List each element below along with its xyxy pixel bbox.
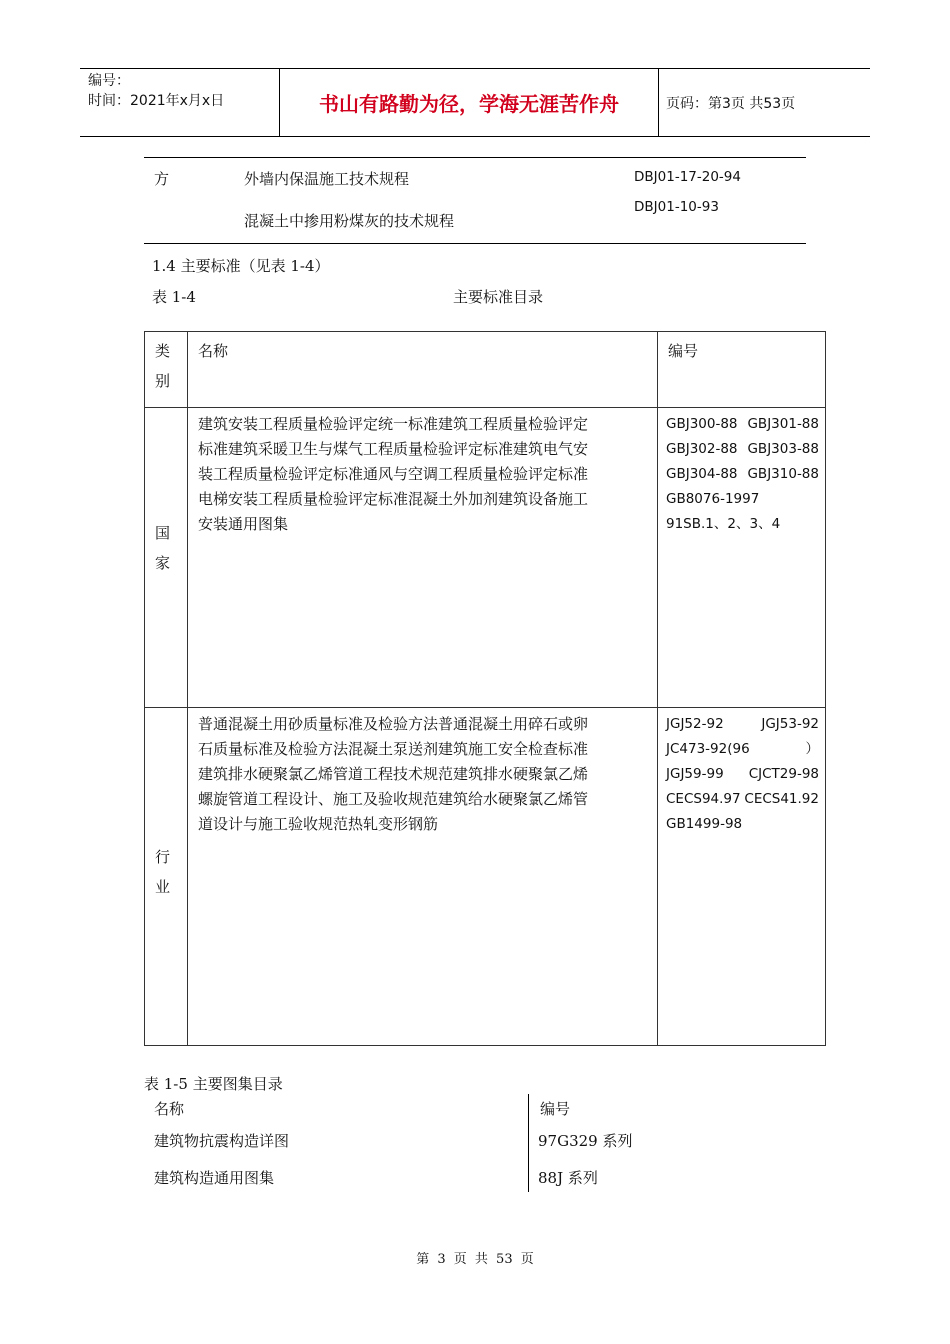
national-code-cell xyxy=(658,408,826,708)
industry-code: CECS41.92 xyxy=(744,791,819,807)
header-name-cell xyxy=(188,332,658,408)
national-category-line1: 国 xyxy=(155,523,171,542)
industry-name-cell xyxy=(188,708,658,1046)
top-row-1-name: 外墙内保温施工技术规程 xyxy=(244,170,410,188)
table-label: 表 1-4 xyxy=(152,288,196,306)
table-row-national xyxy=(145,408,826,708)
page-footer: 第 3 页 共 53 页 xyxy=(416,1252,534,1267)
industry-code: JGJ53-92 xyxy=(761,716,819,732)
top-category: 方 xyxy=(154,170,170,188)
national-category-line2: 家 xyxy=(155,553,171,572)
industry-name-line: 建筑排水硬聚氯乙烯管道工程技术规范建筑排水硬聚氯乙烯 xyxy=(198,765,589,783)
national-name-line: 标准建筑采暖卫生与煤气工程质量检验评定标准建筑电气安 xyxy=(198,440,589,458)
table-1-5-header-code: 编号 xyxy=(540,1100,571,1118)
industry-code: JC473-92(96 xyxy=(666,741,750,757)
table-title: 主要标准目录 xyxy=(453,288,544,306)
time-label: 时间：2021年x月x日 xyxy=(88,93,225,109)
top-row-2-code: DBJ01-10-93 xyxy=(634,199,719,215)
national-category-cell xyxy=(145,408,188,708)
header-category-line1: 类 xyxy=(155,342,171,360)
table-1-5-row-2-code: 88J 系列 xyxy=(538,1169,598,1187)
national-name-line: 安装通用图集 xyxy=(198,515,289,533)
industry-code: GB1499-98 xyxy=(666,816,743,832)
bottom-rule xyxy=(144,243,806,244)
industry-category-line2: 业 xyxy=(155,877,171,896)
table-1-5-row-2-name: 建筑构造通用图集 xyxy=(154,1169,275,1187)
national-name-line: 装工程质量检验评定标准通风与空调工程质量检验评定标准 xyxy=(198,465,589,483)
national-name-line: 建筑安装工程质量检验评定统一标准建筑工程质量检验评定 xyxy=(198,415,589,433)
table-1-5-divider xyxy=(528,1094,529,1192)
national-code: GBJ301-88 xyxy=(747,416,819,432)
number-label: 编号： xyxy=(88,73,130,89)
header-category-line2: 别 xyxy=(155,372,171,390)
industry-code: CECS94.97 xyxy=(666,791,741,807)
industry-category-line1: 行 xyxy=(155,847,171,866)
table-1-5-row-1-name: 建筑物抗震构造详图 xyxy=(154,1132,290,1150)
industry-name-line: 石质量标准及检验方法混凝土泵送剂建筑施工安全检查标准 xyxy=(198,740,589,758)
table-1-5-title: 表 1-5 主要图集目录 xyxy=(144,1075,283,1093)
national-code: GB8076-1997 xyxy=(666,491,760,507)
industry-code: ） xyxy=(805,741,819,757)
national-code: GBJ302-88 xyxy=(666,441,738,457)
top-rule xyxy=(144,157,806,158)
industry-name-line: 普通混凝土用砂质量标准及检验方法普通混凝土用碎石或卵 xyxy=(198,715,589,733)
national-name-line: 电梯安装工程质量检验评定标准混凝土外加剂建筑设备施工 xyxy=(198,490,589,508)
header-category-cell xyxy=(145,332,188,408)
industry-code: JGJ52-92 xyxy=(666,716,724,732)
industry-code-cell xyxy=(658,708,826,1046)
top-row-2-name: 混凝土中掺用粉煤灰的技术规程 xyxy=(244,212,455,230)
national-code: GBJ304-88 xyxy=(666,466,738,482)
header-code: 编号 xyxy=(668,342,699,360)
section-heading: 1.4 主要标准（见表 1-4） xyxy=(152,257,330,275)
header-meta xyxy=(80,69,280,136)
industry-name-line: 螺旋管道工程设计、施工及验收规范建筑给水硬聚氯乙烯管 xyxy=(198,790,589,808)
header-code-cell xyxy=(658,332,826,408)
national-code: GBJ310-88 xyxy=(747,466,819,482)
table-1-5-header-name: 名称 xyxy=(154,1100,185,1118)
table-row-industry xyxy=(145,708,826,1046)
industry-code: CJCT29-98 xyxy=(748,766,819,782)
table-header-row xyxy=(145,332,826,408)
national-code: 91SB.1、2、3、4 xyxy=(666,516,781,532)
industry-name-line: 道设计与施工验收规范热轧变形钢筋 xyxy=(198,815,439,833)
national-code: GBJ300-88 xyxy=(666,416,738,432)
header-name: 名称 xyxy=(198,342,229,360)
page-header xyxy=(80,68,870,137)
header-motto: 书山有路勤为径，学海无涯苦作舟 xyxy=(280,69,659,136)
standards-table xyxy=(144,331,826,1046)
table-1-5-row-1-code: 97G329 系列 xyxy=(538,1132,633,1150)
header-page-info: 页码：第3页 共53页 xyxy=(666,95,796,112)
national-code: GBJ303-88 xyxy=(747,441,819,457)
industry-category-cell xyxy=(145,708,188,1046)
national-name-cell xyxy=(188,408,658,708)
top-row-1-code: DBJ01-17-20-94 xyxy=(634,169,741,185)
industry-code: JGJ59-99 xyxy=(666,766,724,782)
